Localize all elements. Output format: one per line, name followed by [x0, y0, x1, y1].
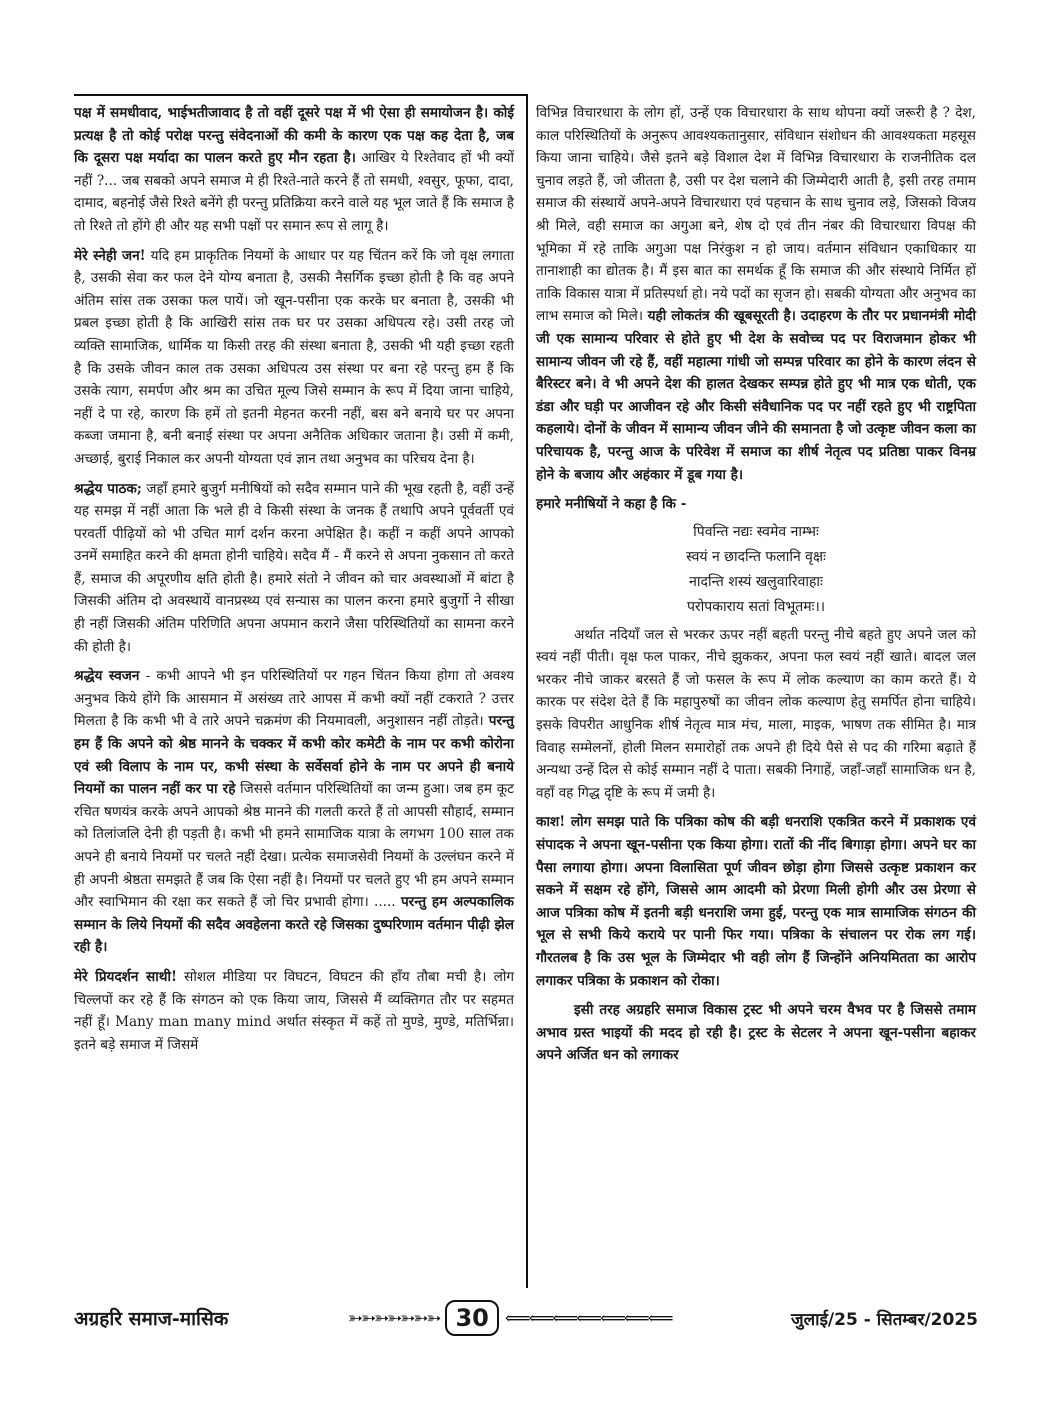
paragraph-9: इसी तरह अग्रहरि समाज विकास ट्रस्ट भी अपने चरम वैभव पर है जिससे तमाम अभाव ग्रस्त भाइयों की मदद हो रही है। ट्रस्ट के सेटलर ने अपना खून-पसीना बहाकर अपने अर्जित धन को लगाकर	[536, 1002, 976, 1064]
para-6-text: विभिन्न विचारधारा के लोग हों, उन्हें एक विचारधारा के साथ थोपना क्यों जरूरी है ? देश, काल परिस्थितियों के अनुरूप आवश्यकतानुसार, संविधान संशोधन की आवश्यकता महसूस किया जाना चाहिये। जैसे इतने बड़े विशाल देश में विभिन्न विचारधारा के राजनीतिक दल चुनाव लड़ते हैं, जो जीतता है, उसी पर देश चलाने की जिम्मेदारी आती है, इसी तरह तमाम समाज की संस्थायें अपने-अपने विचारधारा एवं पहचान के साथ चुनाव लड़े, जिसको विजय श्री मिले, वही समाज का अगुआ बने, शेष दो एवं तीन नंबर की विचारधारा विपक्ष की भूमिका में रहे ताकि अगुआ पक्ष निरंकुश न हो जाय। वर्तमान संविधान एकाधिकार या तानाशाही का द्योतक है। मैं इस बात का समर्थक हूँ कि समाज की और संस्थाये निर्मित हों ताकि विकास यात्रा में प्रतिस्पर्धा हो। नये पदों का सृजन हो। सबकी योग्यता और अनुभव का लाभ समाज को मिले।	[536, 105, 976, 325]
para-3-lead: श्रद्धेय पाठक;	[74, 480, 142, 497]
right-column	[536, 102, 976, 1074]
vine-right-icon: ⟸⟸⟸⟸⟸⟸⟸	[504, 1307, 672, 1329]
para-4-text-a: - कभी आपने भी इन परिस्थितियों पर गहन चिंतन किया होगा तो अवश्य अनुभव किये होंगे कि आसमान में असंख्य तारे आपस में कभी क्यों नहीं टकराते ? उत्तर मिलता है कि कभी भी वे तारे अपने चक्रमंण की नियमावली, अनुशासन नहीं तोड़ते।	[74, 668, 514, 730]
quote-intro: हमारे मनीषियों ने कहा है कि -	[536, 496, 687, 513]
para-4-text-c: जिससे वर्तमान परिस्थितियों का जन्म हुआ। जब हम कूट रचित षणयंत्र करके अपने आपको श्रेष्ठ मानने की गलती करते हैं तो आपसी सौहार्द, सम्मान को तिलांजलि देनी ही पड़ती है। कभी भी हमने सामाजिक यात्रा के लगभग 100 साल तक अपने ही बनाये नियमों पर चलते नहीं देखा। प्रत्येक समाजसेवी नियमों के उल्लंघन करने में ही अपनी श्रेष्ठता समझते हैं जब कि ऐसा नहीं है। नियमों पर चलते हुए भी हम अपने सम्मान और स्वाभिमान की रक्षा कर सकते हैं जो चिर प्रभावी होगा। .....	[74, 781, 515, 911]
paragraph-1	[74, 102, 514, 238]
para-2-lead: मेरे स्नेही जन!	[74, 247, 146, 264]
page-number: 30	[445, 1300, 498, 1336]
para-2-text: यदि हम प्राकृतिक नियमों के आधार पर यह चिंतन करें कि जो वृक्ष लगाता है, उसकी सेवा कर फल देने योग्य बनाता है, उसकी नैसर्गिक इच्छा होती है कि वह अपने अंतिम सांस तक उसका फल पायें। जो खून-पसीना एक करके घर बनाता है, उसकी भी प्रबल इच्छा होती है कि आखिरी सांस तक घर पर उसका अधिपत्य रहे। उसी तरह जो व्यक्ति सामाजिक, धार्मिक या किसी तरह की संस्था बनाता है, उसकी भी यही इच्छा रहती है कि उसके जीवन काल तक उसका अधिपत्य उस संस्था पर बना रहे परन्तु हम हैं कि उसके त्याग, समर्पण और श्रम का उचित मूल्य जिसे सम्मान के रूप में दिया जाना चाहिये, नहीं दे पा रहे, कारण कि हमें तो इतनी मेहनत करनी नहीं, बस बने बनाये घर पर अपना कब्जा जमाना है, बनी बनाई संस्था पर अपना अनैतिक अधिकार जताना है। उसी में कमी, अच्छाई, बुराई निकाल कर अपनी योग्यता एवं ज्ञान तथा अनुभव का परिचय देना है।	[74, 247, 514, 467]
verse-line-3: नादन्ति शस्यं खलुवारिवाहाः	[689, 573, 823, 590]
para-6-bold: यही लोकतंत्र की खूबसूरती है। उदाहरण के तौर पर प्रधानमंत्री मोदी जी एक सामान्य परिवार से होते हुए भी देश के सवोच्च पद पर विराजमान होकर भी सामान्य जीवन जी रहे हैं, वहीं महात्मा गांधी जो सम्पन्न परिवार का होने के कारण लंदन से बैरिस्टर बने। वे भी अपने देश की हालत देखकर सम्पन्न होते हुए भी मात्र एक धोती, एक डंडा और घड़ी पर आजीवन रहे और किसी संवैधानिक पद पर नहीं रहते हुए भी राष्ट्रपिता कहलाये। दोनों के जीवन में सामान्य जीवन जीने की समानता है जो उत्कृष्ट जीवन कला का परिचायक है, परन्तु आज के परिवेश में समाज का शीर्ष नेतृत्व पद प्रतिष्ठा पाकर विनम्र होने के बजाय और अहंकार में डूब गया है।	[536, 308, 976, 483]
paragraph-5	[74, 966, 514, 1056]
top-rule	[74, 94, 526, 96]
footer-ornament	[348, 1300, 672, 1336]
verse-line-1: पिवन्ति नद्यः स्वमेव नाम्भः	[693, 523, 819, 540]
paragraph-8: काश! लोग समझ पाते कि पत्रिका कोष की बड़ी धनराशि एकत्रित करने में प्रकाशक एवं संपादक ने अपना खून-पसीना एक किया होगा। रातों की नींद बिगाड़ा होगा। अपने घर का पैसा लगाया होगा। अपना विलासिता पूर्ण जीवन छोड़ा होगा जिससे उत्कृष्ट प्रकाशन कर सकने में सक्षम रहे होंगे, जिससे आम आदमी को प्रेरणा मिली होगी और उस प्रेरणा से आज पत्रिका कोष में इतनी बड़ी धनराशि जमा हुई, परन्तु एक मात्र सामाजिक संगठन की भूल से सभी किये कराये पर पानी फिर गया। पत्रिका के संचालन पर रोक लग गई। गौरतलब है कि उस भूल के जिम्मेदार भी वही लोग हैं जिन्होंने अनियमितता का आरोप लगाकर पत्रिका के प्रकाशन को रोका।	[536, 814, 976, 989]
paragraph-2	[74, 245, 514, 471]
para-4-lead: श्रद्धेय स्वजन	[74, 668, 140, 685]
issue-date: जुलाई/25 - सितम्बर/2025	[791, 1309, 978, 1330]
para-5-lead: मेरे प्रियदर्शन साथी!	[74, 968, 177, 985]
vine-left-icon: ➳➳➳➳➳➳➳	[347, 1307, 440, 1329]
column-divider	[526, 94, 528, 1288]
left-column	[74, 102, 514, 1063]
para-4-bold-b: परन्तु हम हैं कि अपने को श्रेष्ठ मानने के चक्कर में कभी कोर कमेटी के नाम पर कभी कोरोना एवं स्त्री विलाप के नाम पर, कभी संस्था के सर्वेसर्वा होने के नाम पर अपने ही बनाये नियमों का पालन नहीं कर पा रहे	[74, 713, 514, 798]
para-3-text: जहाँ हमारे बुजुर्ग मनीषियों को सदैव सम्मान पाने की भूख रहती है, वहीं उन्हें यह समझ में नहीं आता कि भले ही वे किसी संस्था के जनक हैं तथापि अपने पूर्ववर्ती एवं परवर्ती पीढ़ियों को भी उचित मार्ग दर्शन करना अपेक्षित है। कहीं न कहीं अपने आपको उनमें समाहित करने की क्षमता होनी चाहिये। सदैव मैं - मैं करने से अपना नुकसान तो करते हैं, समाज की अपूरणीय क्षति होती है। हमारे संतो ने जीवन को चार अवस्थाओं में बांटा है जिसकी अंतिम दो अवस्थायें वानप्रस्थ्य एवं सन्यास का पालन करना हमारे बुजुर्गो ने सीखा ही नहीं जिसकी अंतिम परिणिति अपना अपमान कराने जैसा परिस्थितियों का सामना करने की होती है।	[74, 480, 515, 655]
sanskrit-verses	[536, 520, 976, 620]
paragraph-3	[74, 478, 514, 659]
verse-line-4: परोपकाराय सतां विभूतमः।।	[686, 598, 826, 615]
para-5-text: सोशल मीडिया पर विघटन, विघटन की हाँय तौबा मची है। लोग चिल्लपों कर रहे हैं कि संगठन को एक किया जाय, जिससे मैं व्यक्तिगत तौर पर सहमत नहीं हूँ। Many man many mind अर्थात संस्कृत में कहें तो मुण्डे, मुण्डे, मतिर्भिन्ना। इतने बड़े समाज में जिसमें	[74, 968, 514, 1053]
para-1-bold: पक्ष में समधीवाद, भाईभतीजावाद है तो वहीं दूसरे पक्ष में भी ऐसा ही समायोजन है। कोई प्रत्यक्ष है तो कोई परोक्ष परन्तु संवेदनाओं की कमी के कारण एक पक्ष कह देता है, जब कि दूसरा पक्ष मर्यादा का पालन करते हुए मौन रहता है।	[74, 105, 514, 167]
paragraph-4	[74, 665, 514, 959]
para-1-text: आखिर ये रिश्तेवाद हों भी क्यों नहीं ?... जब सबको अपने समाज मे ही रिश्ते-नाते करने हैं तो समधी, श्वसुर, फूफा, दादा, दामाद, बहनोई जैसे रिश्ते बनेंगे ही परन्तु प्रतिक्रिया करने वाले यह भूल जाते हैं कि समाज है तो रिश्ते तो होंगे ही और यह सभी पक्षों पर समान रूप से लागू है।	[74, 150, 514, 234]
paragraph-6	[536, 102, 976, 486]
paragraph-7: अर्थात नदियाँ जल से भरकर ऊपर नहीं बहती परन्तु नीचे बहते हुए अपने जल को स्वयं नहीं पीती। वृक्ष फल पाकर, नीचे झुककर, अपना फल स्वयं नहीं खाते। बादल जल भरकर नीचे जाकर बरसते हैं जो फसल के रूप में लोक कल्याण का काम करते हैं। ये कारक पर संदेश देते हैं कि महापुरुषों का जीवन लोक कल्याण हेतु समर्पित होना चाहिये। इसके विपरीत आधुनिक शीर्ष नेतृत्व मात्र मंच, माला, माइक, भाषण तक सीमित है। मात्र विवाह सम्मेलनों, होली मिलन समारोहों तक अपने ही दिये पैसे से पद की गरिमा बढ़ाते हैं अन्यथा उन्हें दिल से कोई सम्मान नहीं दे पाता। सबकी निगाहें, जहाँ-जहाँ सामाजिक धन है, वहाँ वह गिद्ध दृष्टि के रूप में जमी है।	[536, 626, 976, 801]
magazine-title: अग्रहरि समाज-मासिक	[74, 1308, 229, 1330]
para-4-bold-d: परन्तु हम अल्पकालिक सम्मान के लिये नियमों की सदैव अवहेलना करते रहे जिसका दुष्परिणाम वर्तमान पीढ़ी झेल रही है।	[74, 894, 514, 956]
verse-line-2: स्वयं न छादन्ति फलानि वृक्षः	[686, 548, 826, 565]
page-footer	[74, 1294, 978, 1342]
